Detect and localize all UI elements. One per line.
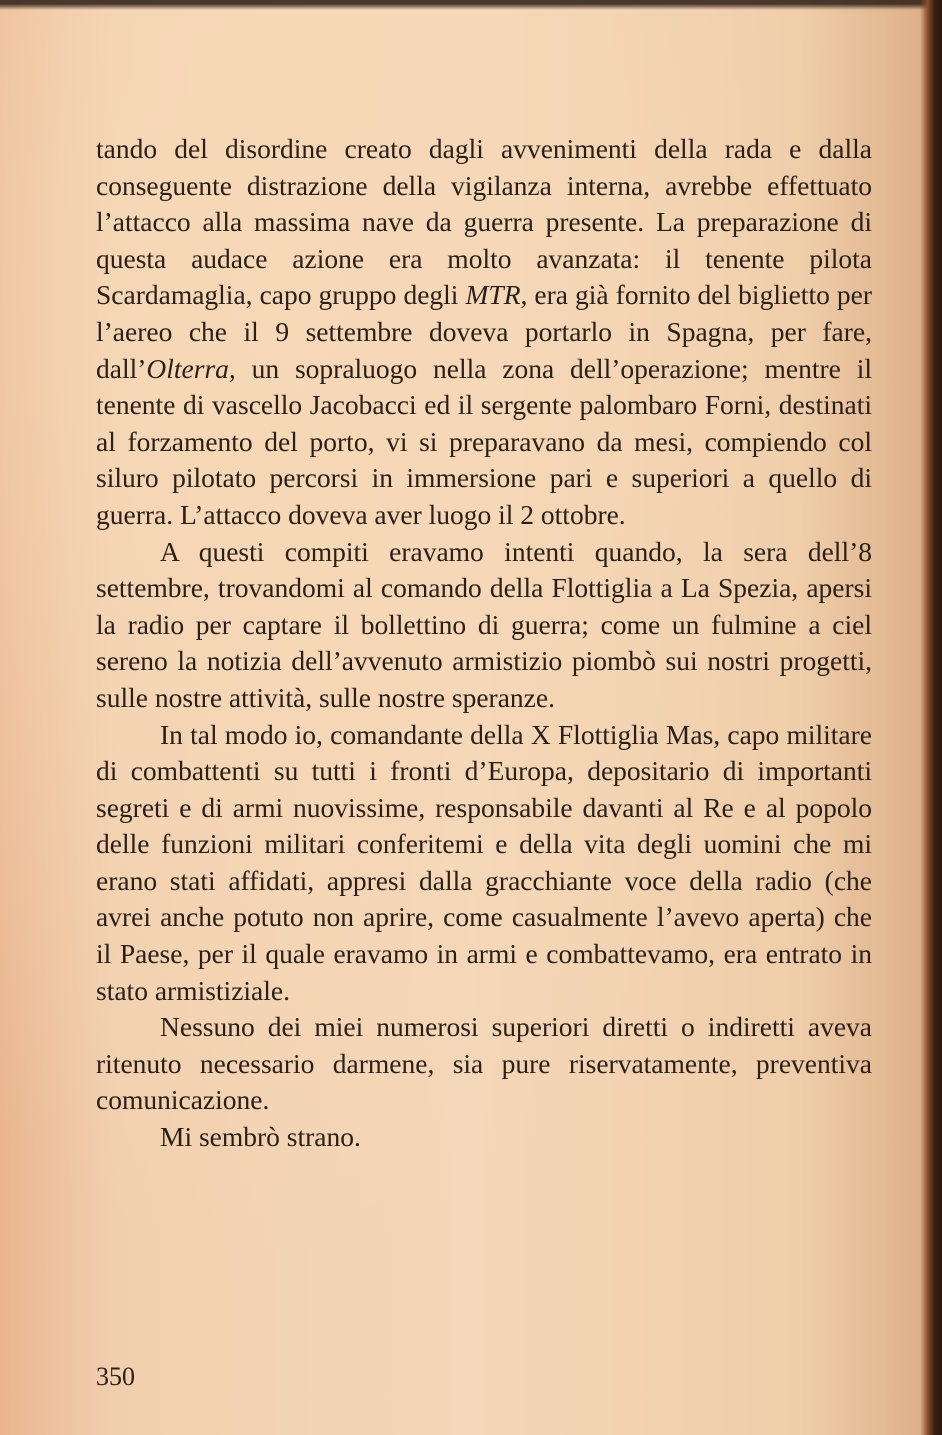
paragraph-1-part-3: un sopraluogo nella zona dell’operazione; mentre il tenente di vascello Jacobacci ed il sergente palombaro Forni, destinati al forzamento del porto, vi si preparavano da mesi, compiendo col siluro pilotato percorsi in immersione pari e superiori a quello di guerra. L’attacco doveva aver luogo il 2 ottobre. [96, 352, 872, 530]
paragraph-4: Nessuno dei miei numerosi superiori diretti o indiretti aveva ritenuto necessario darmene, sia pure riservatamente, preventiva comunicazione. [96, 1011, 872, 1116]
mtr-italic: MTR, [465, 279, 528, 311]
paragraph-1 [96, 131, 872, 534]
body-text [96, 131, 872, 1156]
paragraph-5: Mi sembrò strano. [160, 1121, 361, 1153]
paragraph-1-part-1: tando del disordine creato dagli avvenimenti della rada e dalla conseguente distrazione della vigilanza interna, avrebbe effettuato l’attacco alla massima nave da guerra presente. La preparazione di questa audace azione era molto avanzata: il tenente pilota Scardamaglia, capo gruppo degli [96, 133, 872, 311]
book-spine-edge [920, 0, 942, 1435]
paragraph-3: In tal modo io, comandante della X Flottiglia Mas, capo militare di combattenti su tutti i fronti d’Europa, depositario di importanti segreti e di armi nuovissime, responsabile davanti al Re e al popolo delle funzioni militari conferitemi e della vita degli uomini che mi erano stati affidati, appresi dalla gracchiante voce della radio (che avrei anche potuto non aprire, come casualmente l’avevo aperta) che il Paese, per il quale eravamo in armi e combattevamo, era entrato in stato armistiziale. [96, 718, 872, 1006]
page-number: 350 [96, 1362, 135, 1391]
olterra-italic: Olterra, [146, 352, 236, 384]
page-top-shadow [0, 0, 942, 10]
paragraph-2: A questi compiti eravamo intenti quando, la sera dell’8 settembre, trovandomi al comando della Flottiglia a La Spezia, apersi la radio per captare il bollettino di guerra; come un fulmine a ciel sereno la notizia dell’avvenuto armistizio piombò sui nostri progetti, sulle nostre attività, sulle nostre speranze. [96, 535, 872, 713]
paragraph-1-part-2: era già fornito del biglietto per l’aereo che il 9 settembre doveva portarlo in Spagna, per fare, dall’ [96, 279, 872, 384]
